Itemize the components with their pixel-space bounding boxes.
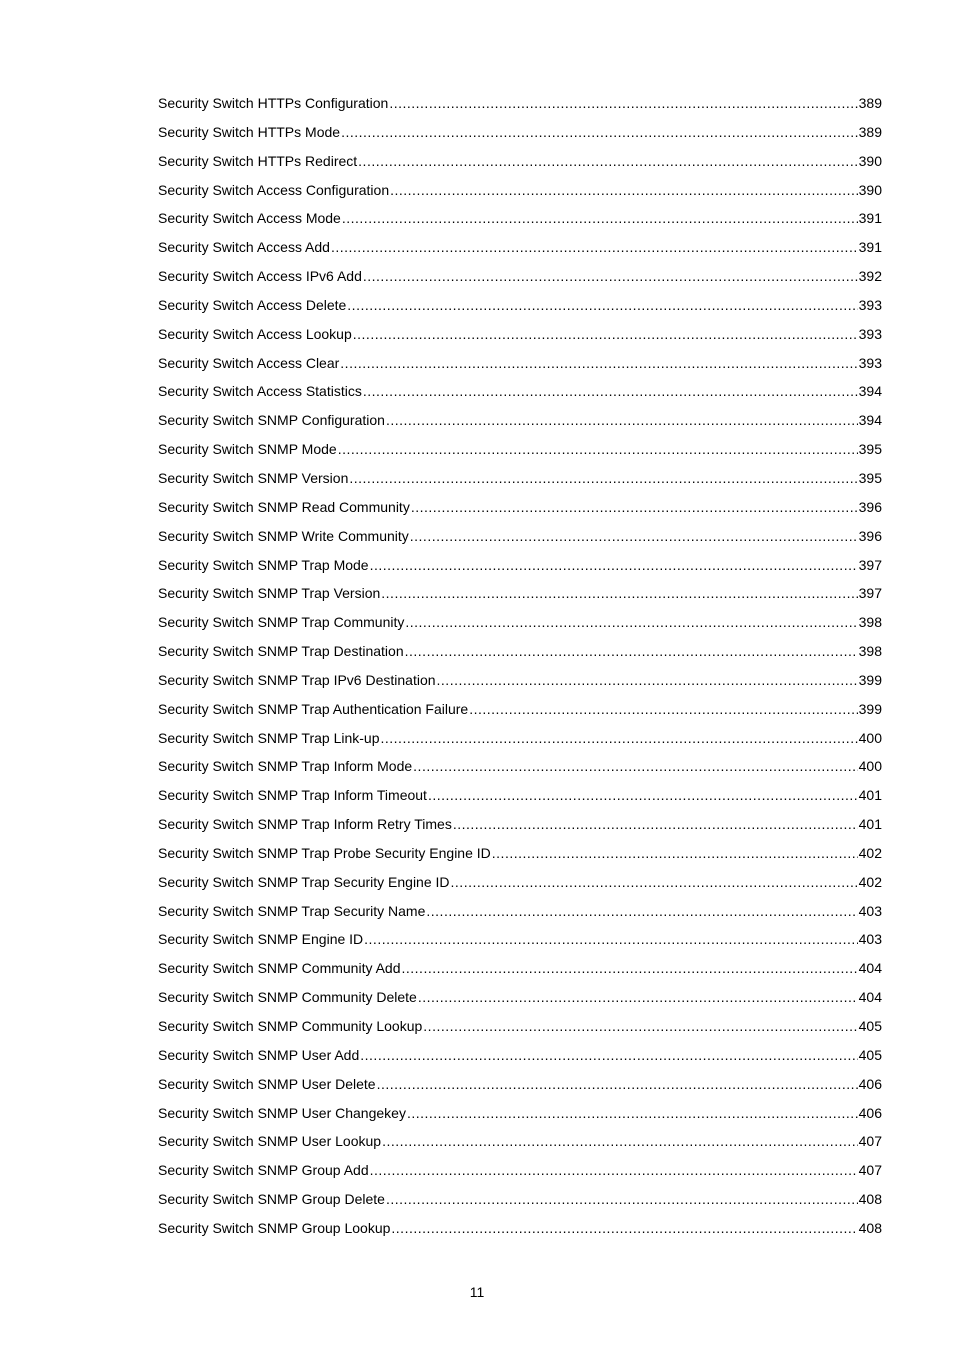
toc-entry[interactable] [158,123,882,152]
toc-dot-leader [386,1190,858,1209]
toc-dot-leader [428,786,858,805]
toc-entry[interactable] [158,671,882,700]
toc-entry-title: Security Switch Access Statistics [158,383,362,400]
toc-dot-leader [423,1017,857,1036]
toc-entry[interactable] [158,1190,882,1219]
toc-dot-leader [410,527,858,546]
toc-entry-title: Security Switch Access Add [158,239,330,256]
toc-entry-title: Security Switch Access Mode [158,210,341,227]
toc-entry-title: Security Switch SNMP Configuration [158,412,385,429]
toc-entry[interactable] [158,902,882,931]
toc-entry-title: Security Switch SNMP Group Add [158,1162,369,1179]
toc-entry[interactable] [158,613,882,642]
toc-entry-page: 399 [858,671,882,688]
toc-dot-leader [407,1104,858,1123]
toc-entry[interactable] [158,1075,882,1104]
toc-entry-page: 395 [858,469,882,486]
toc-dot-leader [363,267,858,286]
toc-entry-page: 389 [858,95,882,111]
toc-dot-leader [451,873,858,892]
toc-entry[interactable] [158,411,882,440]
toc-entry[interactable] [158,94,882,123]
toc-entry[interactable] [158,238,882,267]
toc-dot-leader [413,757,857,776]
toc-entry-page: 407 [858,1133,882,1150]
toc-entry-page: 405 [858,1018,882,1034]
toc-dot-leader [418,988,858,1007]
toc-dot-leader [340,354,857,373]
toc-entry-page: 402 [858,873,882,890]
toc-entry-page: 396 [858,527,882,544]
toc-entry-page: 393 [858,296,882,313]
toc-entry-page: 397 [858,556,882,573]
toc-entry-title: Security Switch SNMP Mode [158,441,337,458]
toc-entry[interactable] [158,584,882,613]
toc-dot-leader [469,700,857,719]
toc-entry-page: 403 [858,902,882,919]
toc-entry[interactable] [158,930,882,959]
toc-dot-leader [353,325,858,344]
toc-dot-leader [363,382,858,401]
toc-entry-page: 394 [858,412,882,429]
toc-dot-leader [347,296,857,315]
toc-dot-leader [338,440,858,459]
toc-dot-leader [405,613,857,632]
toc-entry-page: 390 [858,181,882,198]
toc-entry-title: Security Switch SNMP Trap IPv6 Destination [158,671,436,688]
toc-entry-title: Security Switch Access Lookup [158,325,352,342]
toc-entry-title: Security Switch Access IPv6 Add [158,268,362,285]
toc-entry-title: Security Switch SNMP User Add [158,1046,360,1063]
toc-entry[interactable] [158,296,882,325]
toc-entry[interactable] [158,1161,882,1190]
toc-entry-title: Security Switch SNMP Read Community [158,498,410,515]
toc-entry-page: 392 [858,268,882,285]
toc-dot-leader [349,469,857,488]
toc-entry[interactable] [158,209,882,238]
toc-entry-title: Security Switch Access Configuration [158,181,390,198]
toc-entry[interactable] [158,354,882,383]
toc-entry-title: Security Switch SNMP Trap Probe Security Engine ID [158,844,491,861]
toc-entry[interactable] [158,815,882,844]
toc-entry-title: Security Switch SNMP Trap Community [158,614,405,631]
toc-entry[interactable] [158,181,882,210]
toc-entry-page: 400 [858,758,882,775]
toc-entry-title: Security Switch SNMP User Lookup [158,1133,382,1150]
toc-entry[interactable] [158,959,882,988]
toc-dot-leader [386,411,858,430]
toc-dot-leader [381,729,858,748]
toc-entry-page: 405 [858,1046,882,1063]
toc-entry-title: Security Switch SNMP Trap Version [158,585,381,602]
toc-entry-page: 401 [858,787,882,804]
toc-entry[interactable] [158,988,882,1017]
toc-entry-page: 408 [858,1191,882,1208]
toc-entry-page: 390 [858,152,882,169]
toc-entry-page: 402 [858,844,882,861]
toc-entry-title: Security Switch SNMP Community Delete [158,989,417,1006]
toc-entry[interactable] [158,440,882,469]
toc-entry[interactable] [158,267,882,296]
toc-dot-leader [390,181,858,200]
toc-dot-leader [426,902,857,921]
toc-entry-title: Security Switch SNMP Trap Mode [158,556,369,573]
toc-entry-title: Security Switch Access Delete [158,296,347,313]
toc-entry-page: 404 [858,989,882,1006]
toc-entry-page: 397 [858,585,882,602]
toc-entry[interactable] [158,757,882,786]
toc-entry-page: 406 [858,1104,882,1121]
toc-entry-title: Security Switch SNMP User Delete [158,1075,376,1092]
toc-dot-leader [411,498,858,517]
toc-entry-page: 398 [858,643,882,660]
toc-entry[interactable] [158,729,882,758]
toc-entry-page: 393 [858,325,882,342]
toc-entry-page: 398 [858,614,882,631]
toc-entry[interactable] [158,498,882,527]
page-number: 11 [469,1284,485,1300]
toc-entry-page: 396 [858,498,882,515]
toc-entry-title: Security Switch SNMP Group Lookup [158,1219,391,1236]
toc-entry-page: 391 [858,239,882,256]
toc-dot-leader [358,152,857,171]
toc-entry-title: Security Switch SNMP Group Delete [158,1191,385,1208]
toc-entry[interactable] [158,527,882,556]
toc-entry-page: 401 [858,816,882,833]
toc-dot-leader [492,844,858,863]
toc-entry[interactable] [158,1104,882,1133]
toc-dot-leader [360,1046,857,1065]
table-of-contents [158,94,882,1248]
toc-entry[interactable] [158,382,882,411]
toc-entry-title: Security Switch SNMP User Changekey [158,1104,406,1121]
toc-entry-title: Security Switch SNMP Trap Authentication Failure [158,700,469,717]
toc-dot-leader [389,94,857,113]
toc-entry-title: Security Switch SNMP Community Lookup [158,1018,423,1034]
toc-entry-title: Security Switch SNMP Trap Destination [158,643,404,660]
toc-entry[interactable] [158,1132,882,1161]
toc-dot-leader [402,959,858,978]
toc-entry-title: Security Switch SNMP Version [158,469,349,486]
toc-dot-leader [405,642,858,661]
toc-entry-page: 404 [858,960,882,977]
toc-entry-page: 407 [858,1162,882,1179]
toc-entry[interactable] [158,642,882,671]
toc-dot-leader [370,556,858,575]
toc-entry[interactable] [158,873,882,902]
toc-entry-title: Security Switch HTTPs Redirect [158,152,358,169]
toc-dot-leader [342,209,858,228]
toc-entry-title: Security Switch SNMP Trap Security Engine ID [158,873,450,890]
toc-entry-title: Security Switch SNMP Write Community [158,527,409,544]
toc-entry-title: Security Switch SNMP Trap Inform Retry Times [158,816,452,833]
toc-dot-leader [364,930,857,949]
toc-dot-leader [331,238,858,257]
toc-entry[interactable] [158,556,882,585]
toc-entry-title: Security Switch SNMP Engine ID [158,931,364,948]
toc-entry-title: Security Switch SNMP Community Add [158,960,401,977]
toc-entry-page: 400 [858,729,882,746]
toc-entry[interactable] [158,786,882,815]
toc-entry-title: Security Switch Access Clear [158,354,340,371]
toc-dot-leader [381,584,857,603]
toc-entry[interactable] [158,700,882,729]
toc-entry-title: Security Switch SNMP Trap Security Name [158,902,426,919]
toc-entry[interactable] [158,844,882,873]
toc-entry-page: 391 [858,210,882,227]
toc-entry-page: 406 [858,1075,882,1092]
toc-entry-page: 395 [858,441,882,458]
toc-entry-title: Security Switch SNMP Trap Link-up [158,729,380,746]
toc-dot-leader [382,1132,858,1151]
toc-entry[interactable] [158,152,882,181]
toc-entry-page: 399 [858,700,882,717]
toc-dot-leader [377,1075,858,1094]
toc-entry-page: 394 [858,383,882,400]
toc-entry-page: 403 [858,931,882,948]
toc-dot-leader [437,671,858,690]
toc-entry[interactable] [158,1219,882,1248]
toc-entry[interactable] [158,1046,882,1075]
toc-dot-leader [453,815,858,834]
toc-entry-title: Security Switch HTTPs Mode [158,123,341,140]
toc-entry-page: 393 [858,354,882,371]
toc-dot-leader [341,123,858,142]
toc-entry-page: 408 [858,1219,882,1236]
toc-entry-title: Security Switch SNMP Trap Inform Mode [158,758,413,775]
toc-entry-title: Security Switch HTTPs Configuration [158,95,389,111]
toc-dot-leader [391,1219,857,1238]
toc-entry[interactable] [158,325,882,354]
toc-entry[interactable] [158,469,882,498]
toc-entry-title: Security Switch SNMP Trap Inform Timeout [158,787,427,804]
toc-entry-page: 389 [858,123,882,140]
toc-entry[interactable] [158,1017,882,1046]
toc-dot-leader [370,1161,858,1180]
